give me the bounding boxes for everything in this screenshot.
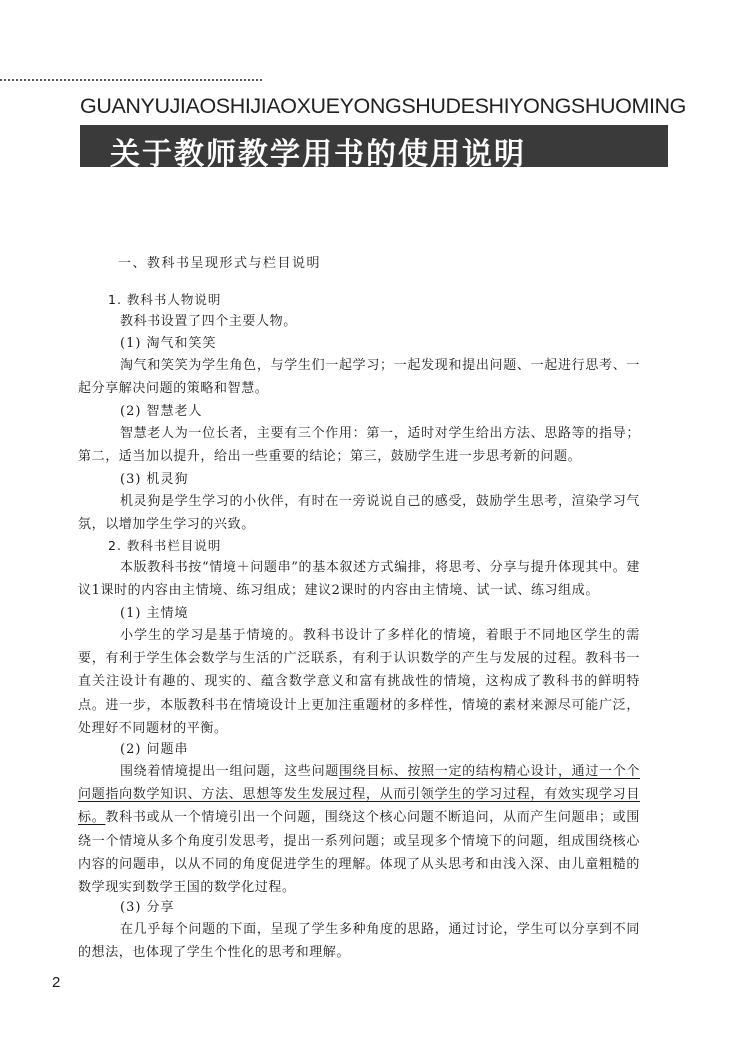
dotted-rule bbox=[0, 79, 262, 81]
paragraph: 本版教科书按“情境＋问题串”的基本叙述方式编排，将思考、分享与提升体现其中。建议1课时的内容由主情境、练习组成；建议2课时的内容由主情境、试一试、练习组成。 bbox=[78, 560, 640, 599]
item-heading: (1) 主情境 bbox=[120, 606, 189, 621]
title-pinyin: GUANYUJIAOSHIJIAOXUEYONGSHUDESHIYONGSHUOMING bbox=[80, 94, 686, 118]
paragraph: 机灵狗是学生学习的小伙伴，有时在一旁说说自己的感受，鼓励学生思考，渲染学习气氛，以增加学生学习的兴致。 bbox=[78, 494, 640, 533]
text-run: 教科书或从一个情境引出一个问题，围绕这个核心问题不断追问，从而产生问题串；或围绕一个情境从多个角度引发思考，提出一系列问题；或呈现多个情境下的问题，组成围绕核心内容的问题串，以从不同的角度促进学生的理解。体现了从头思考和由浅入深、由儿童粗糙的数学现实到数学王国的数学化过程。 bbox=[78, 810, 640, 896]
section-heading: 一、教科书呈现形式与栏目说明 bbox=[118, 256, 322, 271]
item-heading: (2) 问题串 bbox=[120, 742, 189, 757]
item-heading: (3) 分享 bbox=[120, 900, 175, 915]
underlined-text: 围绕目标、按照一定的结构精心设计，通过一个个问题指向数学知识、方法、思想等发生发展过程，从而引领学生的学习过程，有效实现学习目标。 bbox=[78, 764, 640, 826]
paragraph: 智慧老人为一位长者，主要有三个作用：第一，适时对学生给出方法、思路等的指导；第二，适当加以提升，给出一些重要的结论；第三，鼓励学生进一步思考新的问题。 bbox=[78, 426, 640, 465]
title-bar bbox=[80, 125, 668, 172]
subsection-heading-characters: 1. 教科书人物说明 bbox=[108, 292, 222, 307]
paragraph: 淘气和笑笑为学生角色，与学生们一起学习；一起发现和提出问题、一起进行思考、一起分享解决问题的策略和智慧。 bbox=[78, 358, 640, 397]
paragraph: 在几乎每个问题的下面，呈现了学生多种角度的思路，通过讨论，学生可以分享到不同的想法，也体现了学生个性化的思考和理解。 bbox=[78, 922, 640, 961]
item-heading: (2) 智慧老人 bbox=[120, 404, 203, 419]
paragraph: 教科书设置了四个主要人物。 bbox=[120, 314, 297, 329]
paragraph: 小学生的学习是基于情境的。教科书设计了多样化的情境，着眼于不同地区学生的需要，有利于学生体会数学与生活的广泛联系，有利于认识数学的产生与发展的过程。教科书一直关注设计有趣的、现实的、蕴含数学意义和富有挑战性的情境，这构成了教科书的鲜明特点。进一步，本版教科书在情境设计上更加注重题材的多样性，情境的素材来源尽可能广泛，处理好不同题材的平衡。 bbox=[78, 628, 640, 736]
paragraph bbox=[78, 760, 640, 899]
text-run: 围绕着情境提出一组问题，这些问题 bbox=[120, 764, 339, 779]
page-title: 关于教师教学用书的使用说明 bbox=[110, 137, 526, 172]
subsection-heading-columns: 2. 教科书栏目说明 bbox=[108, 538, 222, 553]
page-number: 2 bbox=[52, 974, 61, 991]
item-heading: (1) 淘气和笑笑 bbox=[120, 336, 217, 351]
item-heading: (3) 机灵狗 bbox=[120, 472, 189, 487]
